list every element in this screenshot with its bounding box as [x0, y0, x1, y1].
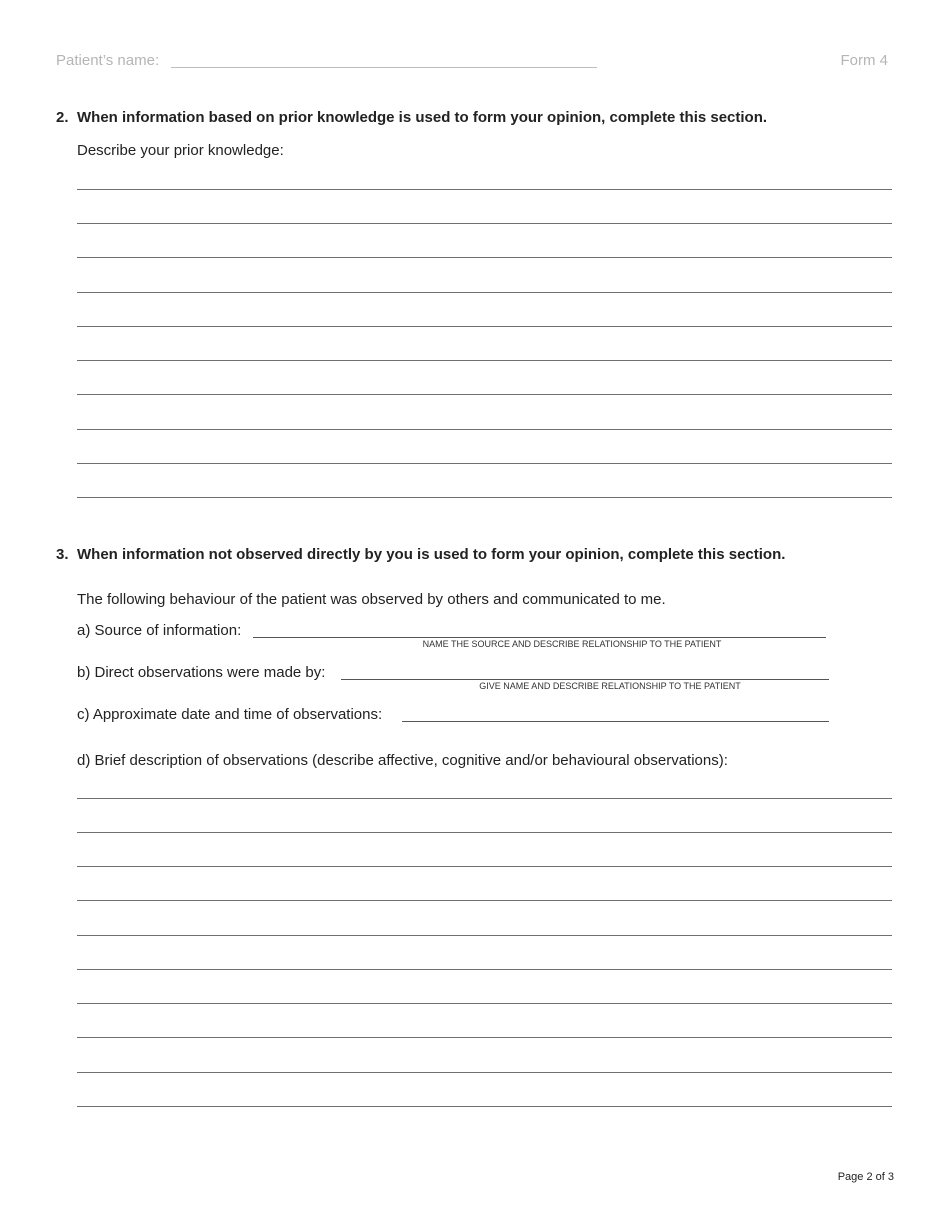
- prior-knowledge-line-1[interactable]: [77, 189, 892, 190]
- section-3-intro: The following behaviour of the patient was observed by others and communicated to me.: [77, 591, 666, 608]
- patient-name-label: Patient’s name:: [56, 52, 160, 69]
- prior-knowledge-line-3[interactable]: [77, 257, 892, 258]
- description-line-2[interactable]: [77, 832, 892, 833]
- prior-knowledge-line-2[interactable]: [77, 223, 892, 224]
- source-caption: NAME THE SOURCE AND DESCRIBE RELATIONSHIP TO THE PATIENT: [422, 639, 722, 649]
- description-line-1[interactable]: [77, 798, 892, 799]
- section-2-title: When information based on prior knowledge is used to form your opinion, complete this section.: [77, 109, 768, 126]
- prior-knowledge-line-7[interactable]: [77, 394, 892, 395]
- description-line-9[interactable]: [77, 1072, 892, 1073]
- prior-knowledge-line-6[interactable]: [77, 360, 892, 361]
- observer-label: b) Direct observations were made by:: [77, 664, 326, 681]
- prior-knowledge-line-5[interactable]: [77, 326, 892, 327]
- description-line-7[interactable]: [77, 1003, 892, 1004]
- section-3-title: When information not observed directly by you is used to form your opinion, complete this section.: [77, 546, 786, 563]
- description-line-3[interactable]: [77, 866, 892, 867]
- section-3-number: 3.: [56, 546, 69, 563]
- prior-knowledge-prompt: Describe your prior knowledge:: [77, 142, 284, 159]
- form-number: Form 4: [840, 52, 888, 69]
- date-label: c) Approximate date and time of observations:: [77, 706, 383, 723]
- source-field[interactable]: [253, 637, 826, 638]
- description-line-6[interactable]: [77, 969, 892, 970]
- section-2-number: 2.: [56, 109, 69, 126]
- date-field[interactable]: [402, 721, 829, 722]
- description-line-8[interactable]: [77, 1037, 892, 1038]
- source-label: a) Source of information:: [77, 622, 242, 639]
- observer-caption: GIVE NAME AND DESCRIBE RELATIONSHIP TO THE PATIENT: [479, 681, 741, 691]
- prior-knowledge-line-4[interactable]: [77, 292, 892, 293]
- description-line-4[interactable]: [77, 900, 892, 901]
- prior-knowledge-line-10[interactable]: [77, 497, 892, 498]
- page-number: Page 2 of 3: [837, 1171, 894, 1183]
- description-line-10[interactable]: [77, 1106, 892, 1107]
- observer-field[interactable]: [341, 679, 829, 680]
- prior-knowledge-line-8[interactable]: [77, 429, 892, 430]
- prior-knowledge-line-9[interactable]: [77, 463, 892, 464]
- description-line-5[interactable]: [77, 935, 892, 936]
- description-label: d) Brief description of observations (describe affective, cognitive and/or behavioural observations):: [77, 752, 728, 769]
- patient-name-field[interactable]: [171, 67, 597, 68]
